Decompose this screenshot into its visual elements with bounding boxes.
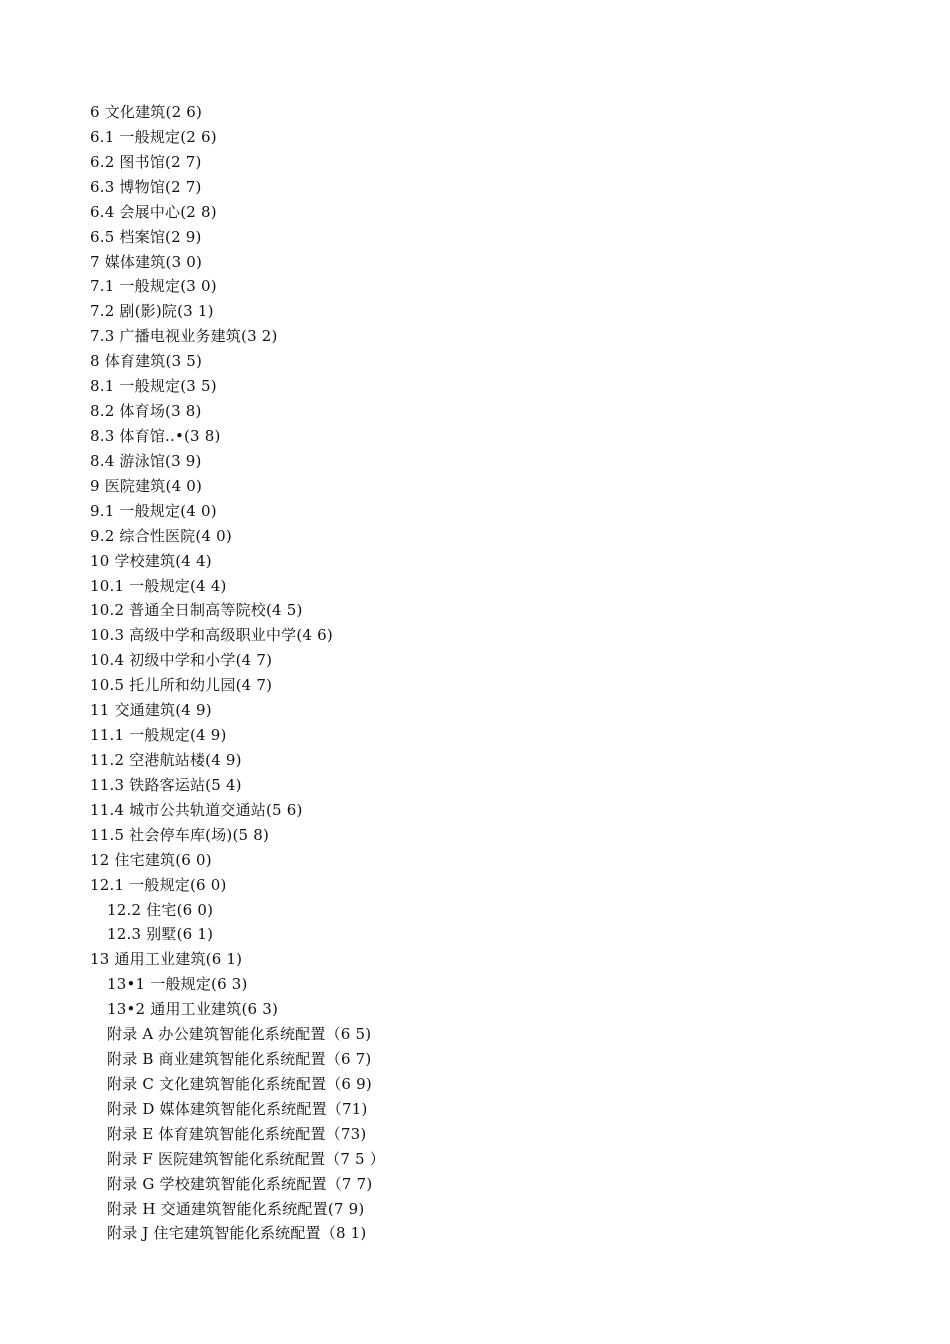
- toc-entry: 11.1 一般规定(4 9): [90, 726, 227, 745]
- toc-entry: 6.3 博物馆(2 7): [90, 177, 202, 196]
- toc-entry: 7.3 广播电视业务建筑(3 2): [90, 327, 278, 346]
- toc-entry: 12.3 别墅(6 1): [107, 925, 214, 944]
- toc-entry: 附录 E 体育建筑智能化系统配置（73): [107, 1124, 367, 1143]
- toc-entry: 附录 F 医院建筑智能化系统配置（7 5 ）: [107, 1149, 385, 1168]
- toc-entry: 10.5 托儿所和幼儿园(4 7): [90, 676, 273, 695]
- toc-entry: 10.3 高级中学和高级职业中学(4 6): [90, 626, 333, 645]
- toc-entry: 附录 B 商业建筑智能化系统配置（6 7): [107, 1050, 372, 1069]
- toc-entry: 12.1 一般规定(6 0): [90, 875, 227, 894]
- toc-entry: 6.4 会展中心(2 8): [90, 202, 217, 221]
- toc-entry: 8.4 游泳馆(3 9): [90, 451, 202, 470]
- toc-entry: 8.2 体育场(3 8): [90, 402, 202, 421]
- toc-entry: 9 医院建筑(4 0): [90, 476, 203, 495]
- toc-entry: 10 学校建筑(4 4): [90, 551, 212, 570]
- toc-entry: 6 文化建筑(2 6): [90, 103, 203, 121]
- toc-entry: 11.3 铁路客运站(5 4): [90, 775, 242, 794]
- toc-entry: 12.2 住宅(6 0): [107, 900, 214, 919]
- toc-entry: 附录 G 学校建筑智能化系统配置（7 7): [107, 1174, 373, 1193]
- toc-entry: 6.2 图书馆(2 7): [90, 152, 202, 171]
- toc-entry: 9.2 综合性医院(4 0): [90, 526, 232, 545]
- toc-entry: 11 交通建筑(4 9): [90, 701, 212, 720]
- table-of-contents: [0, 100, 950, 1246]
- toc-entry: 8.1 一般规定(3 5): [90, 377, 217, 396]
- toc-entry: 附录 C 文化建筑智能化系统配置（6 9): [107, 1074, 372, 1093]
- toc-entry: 10.2 普通全日制高等院校(4 5): [90, 601, 303, 620]
- toc-entry: 13•1 一般规定(6 3): [107, 975, 248, 994]
- toc-entry: 13 通用工业建筑(6 1): [90, 950, 243, 969]
- toc-entry: 6.5 档案馆(2 9): [90, 227, 202, 246]
- toc-entry: 7.2 剧(影)院(3 1): [90, 302, 214, 321]
- toc-entry: 7 媒体建筑(3 0): [90, 252, 203, 271]
- toc-entry: 9.1 一般规定(4 0): [90, 501, 217, 520]
- toc-entry: 10.4 初级中学和小学(4 7): [90, 651, 273, 670]
- toc-entry: 13•2 通用工业建筑(6 3): [107, 1000, 279, 1019]
- toc-entry: 8 体育建筑(3 5): [90, 352, 203, 371]
- toc-entry: 11.2 空港航站楼(4 9): [90, 750, 242, 769]
- toc-entry: 10.1 一般规定(4 4): [90, 576, 227, 595]
- toc-entry: 11.4 城市公共轨道交通站(5 6): [90, 800, 303, 819]
- toc-entry: 12 住宅建筑(6 0): [90, 850, 212, 869]
- toc-entry: 7.1 一般规定(3 0): [90, 277, 217, 296]
- toc-entry: 附录 H 交通建筑智能化系统配置(7 9): [107, 1199, 365, 1218]
- toc-entry: 附录 A 办公建筑智能化系统配置（6 5): [107, 1025, 372, 1044]
- toc-entry: 11.5 社会停车库(场)(5 8): [90, 825, 270, 844]
- toc-entry: 6.1 一般规定(2 6): [90, 127, 217, 146]
- toc-entry: 附录 D 媒体建筑智能化系统配置（71): [107, 1099, 368, 1118]
- toc-entry: 8.3 体育馆..•(3 8): [90, 426, 221, 445]
- toc-entry: 附录 J 住宅建筑智能化系统配置（8 1): [107, 1224, 367, 1243]
